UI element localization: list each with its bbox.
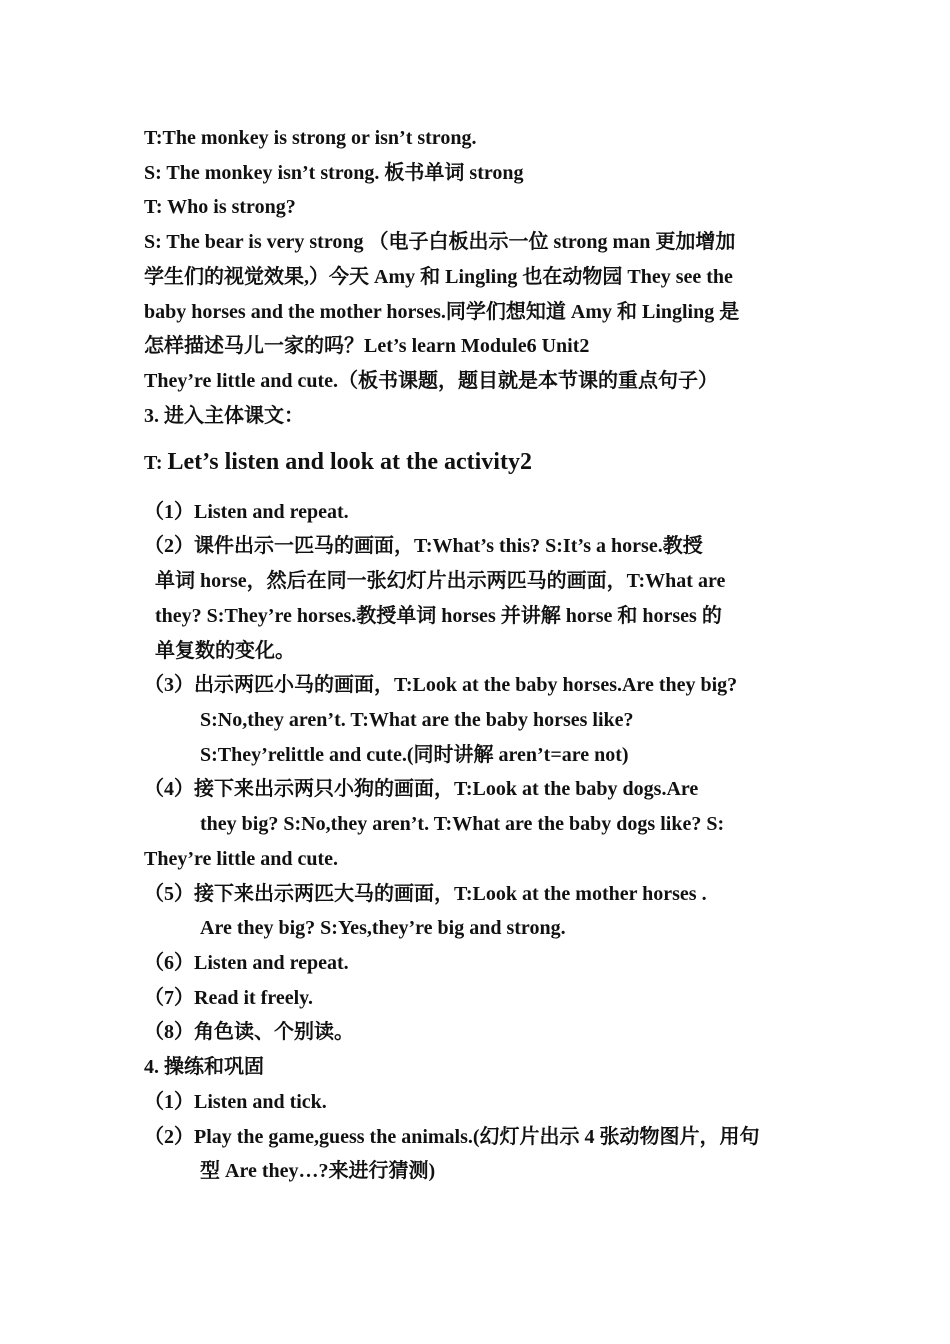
text-line: they? S:They’re horses.教授单词 horses 并讲解 horse 和 horses 的 [155, 605, 722, 627]
text-line: They’re little and cute. [144, 848, 339, 870]
list-item: （5）接下来出示两匹大马的画面，T:Look at the mother horses . [144, 883, 707, 905]
text-line: T: Who is strong? [144, 196, 296, 218]
speaker-prefix: T: [144, 452, 168, 474]
text-line: 学生们的视觉效果,）今天 Amy 和 Lingling 也在动物园 They see the [144, 266, 733, 288]
text-line: 型 Are they…?来进行猜测) [200, 1160, 436, 1182]
text-line: 单词 horse，然后在同一张幻灯片出示两匹马的画面，T:What are [155, 570, 726, 592]
text-line: They’re little and cute.（板书课题，题目就是本节课的重点句子） [144, 370, 719, 392]
text-line: S:No,they aren’t. T:What are the baby horses like? [200, 709, 634, 731]
text-line: baby horses and the mother horses.同学们想知道 Amy 和 Lingling 是 [144, 301, 740, 323]
list-item: （7）Read it freely. [144, 987, 314, 1009]
list-item: （6）Listen and repeat. [144, 952, 349, 974]
list-item: （2）课件出示一匹马的画面，T:What’s this? S:It’s a horse.教授 [144, 535, 703, 557]
text-line: Are they big? S:Yes,they’re big and strong. [200, 917, 566, 939]
text-line: T:The monkey is strong or isn’t strong. [144, 127, 477, 149]
list-item: （1）Listen and tick. [144, 1091, 327, 1113]
text-line: S: The monkey isn’t strong. 板书单词 strong [144, 162, 524, 184]
text-line: they big? S:No,they aren’t. T:What are the baby dogs like? S: [200, 813, 725, 835]
list-item: （4）接下来出示两只小狗的画面，T:Look at the baby dogs.Are [144, 778, 699, 800]
list-item: （3）出示两匹小马的画面，T:Look at the baby horses.Are they big? [144, 674, 738, 696]
text-line: 怎样描述马儿一家的吗？Let’s learn Module6 Unit2 [144, 335, 590, 357]
activity-heading [144, 446, 814, 479]
text-line: S:They’relittle and cute.(同时讲解 aren’t=are not) [200, 744, 629, 766]
list-item: （8）角色读、个别读。 [144, 1021, 354, 1043]
section-heading: 3. 进入主体课文： [144, 405, 304, 427]
activity-title: Let’s listen and look at the activity2 [167, 449, 532, 475]
list-item: （2）Play the game,guess the animals.(幻灯片出示 4 张动物图片，用句 [144, 1126, 760, 1148]
text-line: S: The bear is very strong （电子白板出示一位 strong man 更加增加 [144, 231, 736, 253]
text-line: 单复数的变化。 [155, 640, 295, 662]
list-item: （1）Listen and repeat. [144, 501, 349, 523]
section-heading: 4. 操练和巩固 [144, 1056, 264, 1078]
